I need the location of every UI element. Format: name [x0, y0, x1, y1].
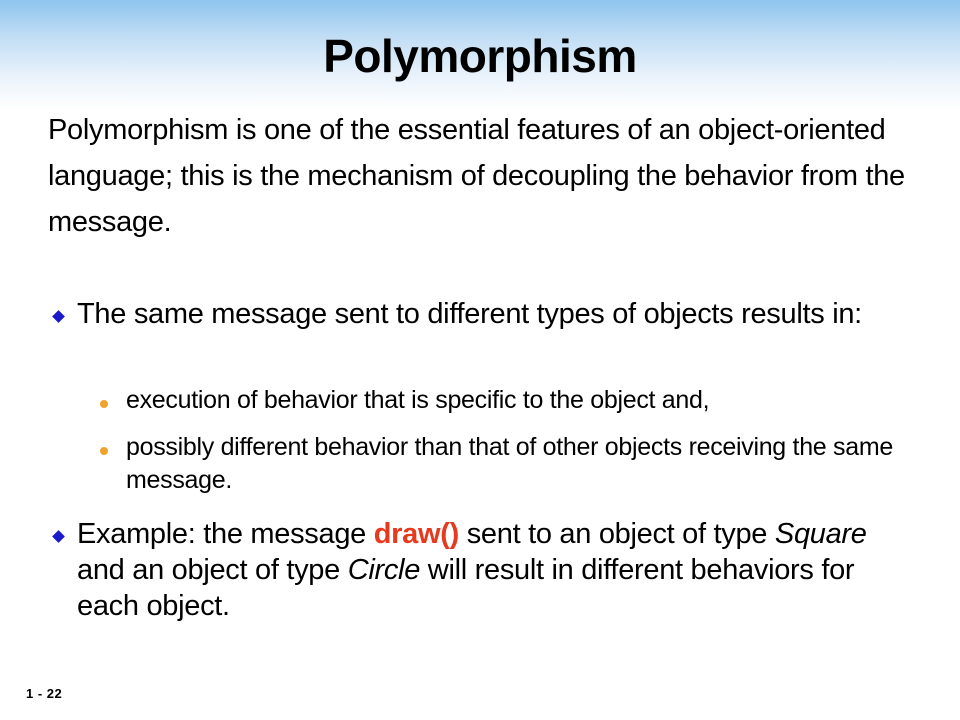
- dot-bullet-icon: [100, 400, 108, 408]
- bullet-item-2: [48, 516, 908, 624]
- intro-paragraph: Polymorphism is one of the essential features of an object-oriented language; this is the mechanism of decoupling the behavior from the message.: [48, 114, 905, 238]
- example-middle-2: and an object of type: [77, 554, 348, 586]
- example-middle-1: sent to an object of type: [458, 518, 775, 550]
- slide-title: Polymorphism: [323, 30, 637, 82]
- page-number: 1 - 22: [26, 686, 63, 701]
- sub-bullet-text: possibly different behavior than that of other objects receiving the same message.: [126, 433, 893, 494]
- diamond-bullet-icon: [52, 530, 65, 543]
- example-suffix: will result in different behaviors for each object.: [77, 554, 855, 622]
- diamond-bullet-icon: [52, 310, 65, 323]
- sub-bullet-text: execution of behavior that is specific to the object and,: [126, 386, 710, 414]
- bullet-text: The same message sent to different types of objects results in:: [77, 298, 862, 330]
- type-circle: Circle: [347, 554, 421, 586]
- dot-bullet-icon: [100, 447, 108, 455]
- bullet-item-1: [48, 296, 908, 332]
- example-prefix: Example: the message: [77, 518, 374, 550]
- sub-bullet-item-1: [94, 384, 914, 417]
- code-draw: draw(): [373, 518, 459, 550]
- sub-bullet-item-2: [94, 431, 914, 497]
- type-square: Square: [774, 518, 867, 550]
- bullet-text: [77, 516, 908, 624]
